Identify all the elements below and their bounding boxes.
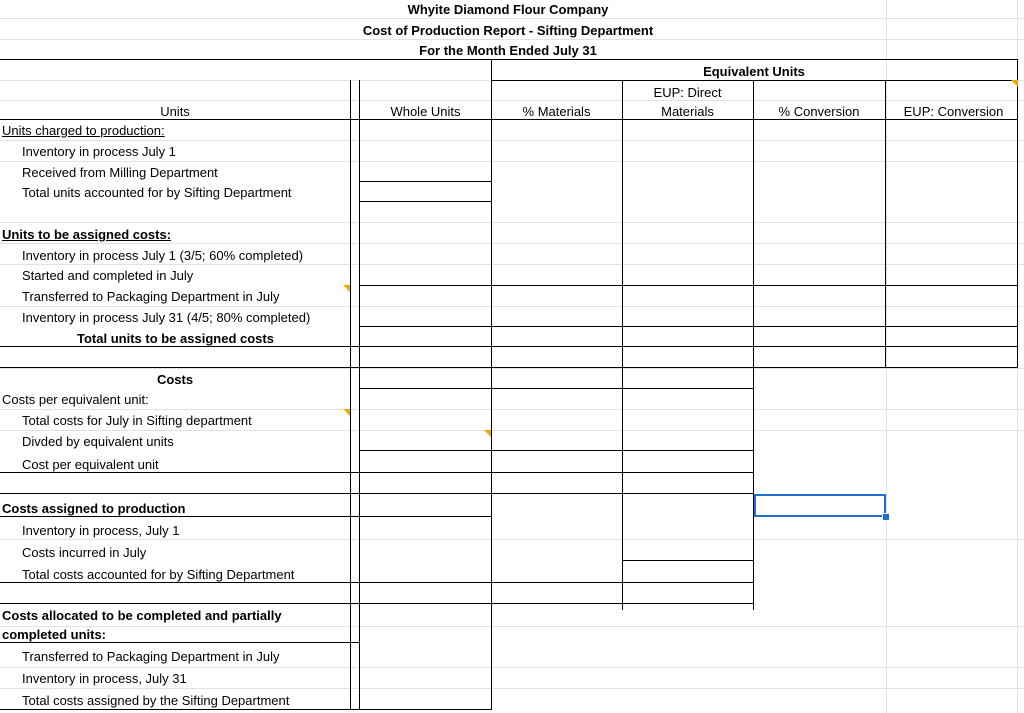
cost-input-cell[interactable]	[360, 389, 754, 450]
comment-marker[interactable]	[343, 285, 350, 292]
units-assigned-row: Inventory in process July 1 (3/5; 60% completed)	[22, 248, 304, 263]
costs-allocated-heading: completed units:	[2, 627, 107, 642]
costs-allocated-heading: Costs allocated to be completed and partially	[2, 608, 282, 623]
cpe-row: Total costs for July in Sifting department	[22, 413, 252, 428]
report-title: Cost of Production Report - Sifting Department	[362, 23, 654, 38]
cpe-row: Divded by equivalent units	[22, 434, 174, 449]
whole-units-input-cell[interactable]	[360, 120, 491, 181]
cpe-row: Cost per equivalent unit	[22, 457, 159, 472]
costs-heading: Costs	[156, 372, 194, 387]
pct-materials-header: % Materials	[522, 104, 591, 119]
units-assigned-heading: Units to be assigned costs:	[2, 227, 172, 242]
period-title: For the Month Ended July 31	[419, 43, 597, 58]
eup-direct-header: EUP: Direct	[653, 85, 722, 100]
costs-assigned-row: Total costs accounted for by Sifting Department	[22, 567, 295, 582]
costs-assigned-row: Inventory in process, July 1	[22, 523, 180, 538]
units-charged-row: Received from Milling Department	[22, 165, 218, 180]
units-assigned-total: Total units to be assigned costs	[77, 331, 274, 346]
units-charged-row: Total units accounted for by Sifting Department	[22, 185, 292, 200]
costs-allocated-row: Transferred to Packaging Department in July	[22, 649, 280, 664]
cpe-heading: Costs per equivalent unit:	[2, 392, 149, 407]
fill-handle[interactable]	[882, 513, 890, 521]
units-assigned-row: Transferred to Packaging Department in July	[22, 289, 280, 304]
costs-allocated-row: Inventory in process, July 31	[22, 671, 187, 686]
units-charged-heading: Units charged to production:	[2, 123, 165, 138]
eup-conversion-header: EUP: Conversion	[903, 104, 1004, 119]
company-title: Whyite Diamond Flour Company	[407, 2, 609, 17]
active-cell-selection[interactable]	[754, 494, 886, 517]
units-column-header: Units	[160, 104, 190, 119]
whole-units-input-cell[interactable]	[360, 286, 491, 346]
units-assigned-row: Started and completed in July	[22, 268, 194, 283]
whole-units-header: Whole Units	[390, 104, 461, 119]
pct-conversion-header: % Conversion	[778, 104, 860, 119]
equivalent-units-header: Equivalent Units	[703, 64, 805, 79]
costs-assigned-heading: Costs assigned to production	[2, 501, 186, 516]
costs-allocated-row: Total costs assigned by the Sifting Department	[22, 693, 290, 708]
eup-input-cell[interactable]	[623, 286, 753, 346]
eup-materials-header: Materials	[661, 104, 714, 119]
costs-assigned-row: Costs incurred in July	[22, 545, 147, 560]
units-assigned-row: Inventory in process July 31 (4/5; 80% completed)	[22, 310, 311, 325]
comment-marker[interactable]	[343, 409, 350, 416]
units-charged-row: Inventory in process July 1	[22, 144, 176, 159]
comment-marker[interactable]	[1011, 80, 1018, 87]
